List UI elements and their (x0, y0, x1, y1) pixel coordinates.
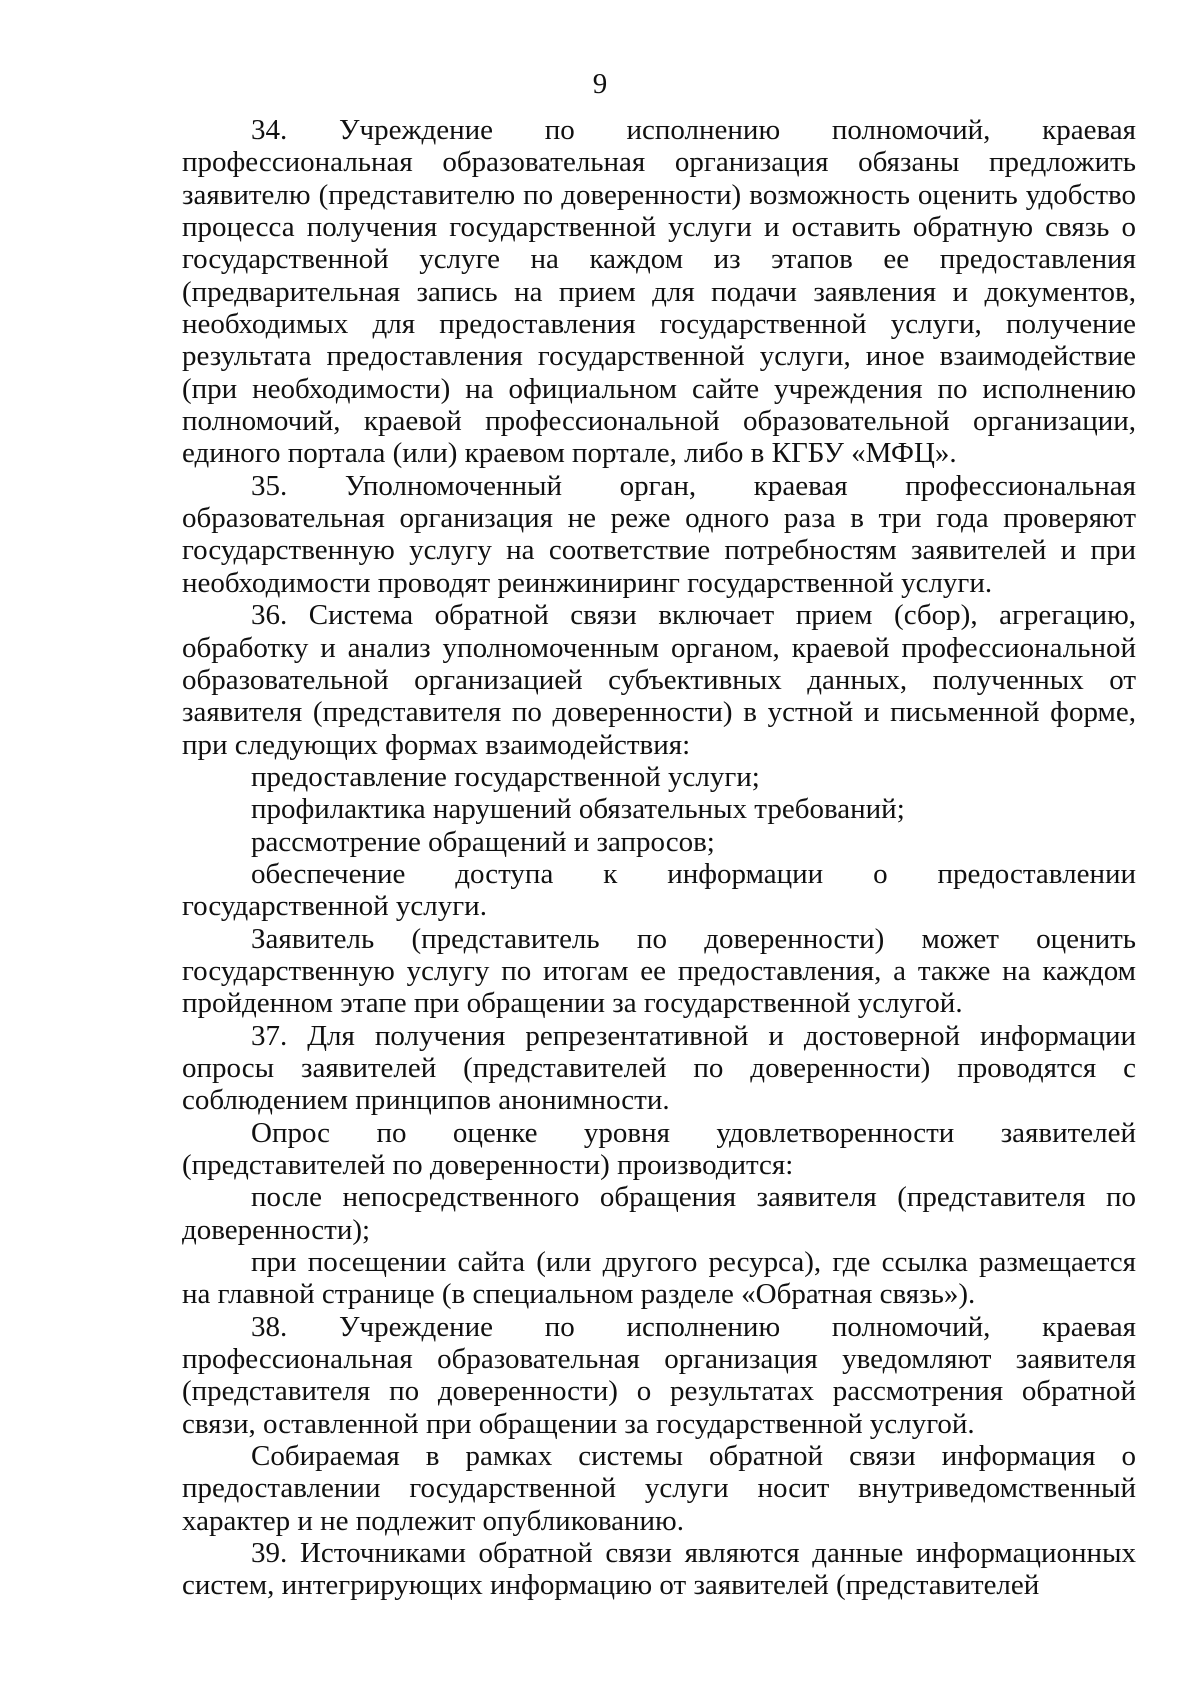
paragraph-feedback-info: Собираемая в рамках системы обратной связи информация о предоставлении государственной услуги носит внутриведомственный характер и не подлежит опубликованию. (182, 1440, 1136, 1537)
list-item-appeals-review: рассмотрение обращений и запросов; (251, 825, 715, 858)
list-item-site-visit: при посещении сайта (или другого ресурса), где ссылка размещается на главной странице (в специальном разделе «Обратная связь»). (182, 1246, 1136, 1311)
page-number: 9 (592, 68, 608, 100)
paragraph-37: 37. Для получения репрезентативной и достоверной информации опросы заявителей (представителей по доверенности) проводятся с соблюдением принципов анонимности. (182, 1019, 1136, 1117)
paragraph-38: 38. Учреждение по исполнению полномочий, краевая профессиональная образовательная организация уведомляют заявителя (представителя по доверенности) о результатах рассмотрения обратной связи, оставленной при обращении за государственной услугой. (182, 1310, 1136, 1440)
paragraph-35: 35. Уполномоченный орган, краевая профессиональная образовательная организация не реже одного раза в три года проверяют государственную услугу на соответствие потребностям заявителей и при необходимости проводят реинжиниринг государственной услуги. (182, 469, 1136, 599)
paragraph-34: 34. Учреждение по исполнению полномочий, краевая профессиональная образовательная организация обязаны предложить заявителю (представителю по доверенности) возможность оценить удобство процесса получения государственной услуги и оставить обратную связь о государственной услуге на каждом из этапов ее предоставления (предварительная запись на прием для подачи заявления и документов, необходимых для предоставления государственной услуги, получение результата предоставления государственной услуги, иное взаимодействие (при необходимости) на официальном сайте учреждения по исполнению полномочий, краевой профессиональной образовательной организации, единого портала (или) краевом портале, либо в КГБУ «МФЦ». (182, 114, 1136, 470)
list-item-after-appeal: после непосредственного обращения заявителя (представителя по доверенности); (182, 1181, 1136, 1246)
document-body (182, 114, 1136, 1602)
paragraph-36: 36. Система обратной связи включает прием (сбор), агрегацию, обработку и анализ уполномоченным органом, краевой профессиональной образовательной организацией субъективных данных, полученных от заявителя (представителя по доверенности) в устной и письменной форме, при следующих формах взаимодействия: (182, 599, 1136, 761)
paragraph-applicant-evaluation: Заявитель (представитель по доверенности) может оценить государственную услугу по итогам ее предоставления, а также на каждом пройденном этапе при обращении за государственной услугой. (182, 922, 1136, 1020)
paragraph-39: 39. Источниками обратной связи являются данные информационных систем, интегрирующих информацию от заявителей (представителей (182, 1537, 1136, 1602)
list-item-violation-prevention: профилактика нарушений обязательных требований; (251, 793, 905, 826)
list-item-information-access: обеспечение доступа к информации о предоставлении государственной услуги. (182, 857, 1136, 923)
paragraph-survey: Опрос по оценке уровня удовлетворенности заявителей (представителей по доверенности) производится: (182, 1116, 1136, 1181)
list-item-service-provision: предоставление государственной услуги; (251, 760, 760, 793)
